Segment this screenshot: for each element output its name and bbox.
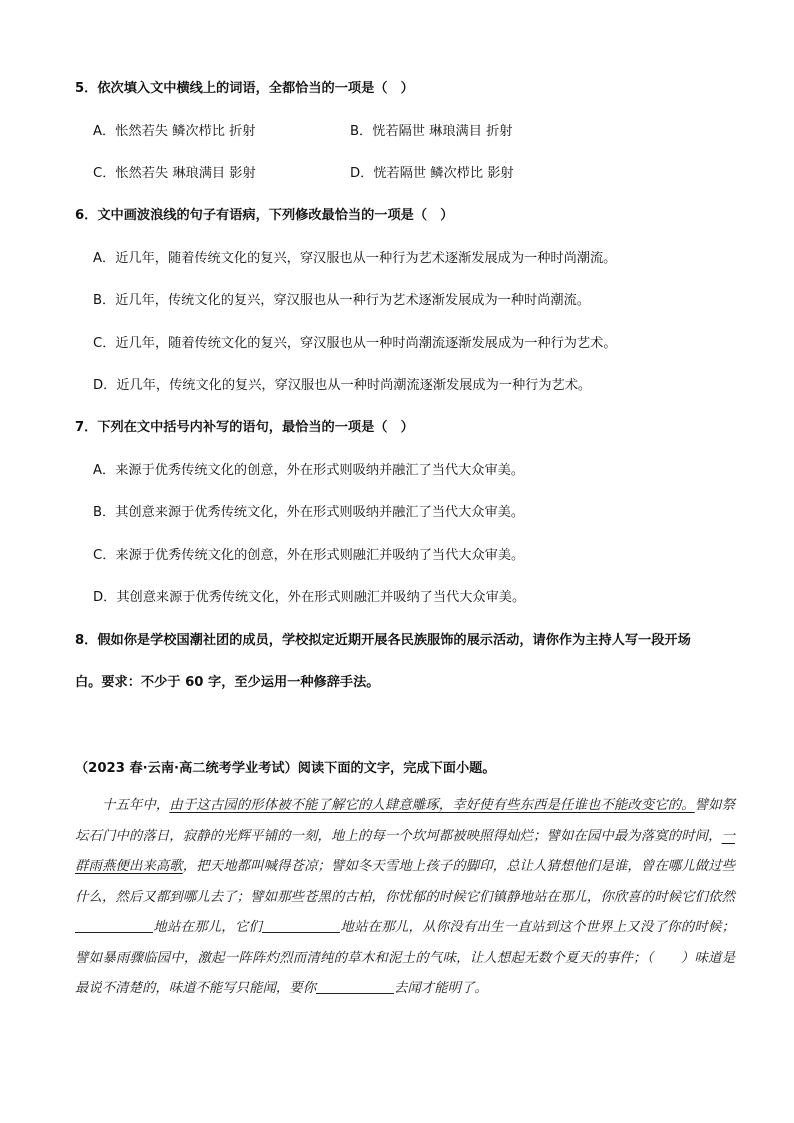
question-8-line-2: 白。要求：不少于 60 字，至少运用一种修辞手法。 <box>75 675 380 690</box>
question-7-option-b: B．其创意来源于优秀传统文化，外在形式则吸纳并融汇了当代大众审美。 <box>93 505 525 520</box>
question-8-line-1: 8．假如你是学校国潮社团的成员，学校拟定近期开展各民族服饰的展示活动，请你作为主持人写一段开场 <box>75 633 691 648</box>
passage-text: 去闻才能明了。 <box>394 981 488 996</box>
question-6-option-b: B．近几年，传统文化的复兴，穿汉服也从一种行为艺术逐渐发展成为一种时尚潮流。 <box>93 293 590 308</box>
passage-text: 地站在那儿，从你没有出生一直站到这个世界上又没了你的时候；譬如暴雨骤临园中，激起一阵阵灼烈而清纯的草木和泥土的气味，让人想起无数个夏天的事件；（ ）味道是最说不清楚的，味道不能写只能闻，要你 <box>75 920 736 996</box>
question-5-option-a: A．怅然若失 鳞次栉比 折射 <box>93 124 256 139</box>
question-6-option-c: C．近几年，随着传统文化的复兴，穿汉服也从一种时尚潮流逐渐发展成为一种行为艺术。 <box>93 336 617 351</box>
fill-blank-2 <box>262 918 340 933</box>
question-7-option-a: A．来源于优秀传统文化的创意，外在形式则吸纳并融汇了当代大众审美。 <box>93 463 525 478</box>
passage-text: 譬如祭坛石门中的落日，寂静的光辉平铺的一刻，地上的每一个坎坷都被映照得灿烂；譬如在园中最为落寞的时间， <box>75 798 736 844</box>
section-source-heading: （2023 春·云南·高二统考学业考试）阅读下面的文字，完成下面小题。 <box>75 761 496 776</box>
question-6-stem: 6．文中画波浪线的句子有语病，下列修改最恰当的一项是（ ） <box>75 208 454 223</box>
passage-underlined-phrase: 一群雨燕便出来高歌 <box>75 828 735 874</box>
fill-blank-3 <box>316 979 394 994</box>
passage-text: 地站在那儿，它们 <box>153 920 263 935</box>
reading-passage <box>75 791 735 1005</box>
passage-text: ，把天地都叫喊得苍凉；譬如冬天雪地上孩子的脚印，总让人猜想他们是谁，曾在哪儿做过些什么，然后又都到哪儿去了；譬如那些苍黑的古柏，你忧郁的时候它们镇静地站在那儿，你欣喜的时候它们依然 <box>75 859 736 905</box>
question-5-option-d: D．恍若隔世 鳞次栉比 影射 <box>350 166 514 181</box>
question-6-option-a: A．近几年，随着传统文化的复兴，穿汉服也从一种行为艺术逐渐发展成为一种时尚潮流。 <box>93 251 617 266</box>
question-7-option-c: C．来源于优秀传统文化的创意，外在形式则融汇并吸纳了当代大众审美。 <box>93 548 525 563</box>
question-7-stem: 7．下列在文中括号内补写的语句，最恰当的一项是（ ） <box>75 420 414 435</box>
passage-text: 十五年中， <box>102 798 170 813</box>
question-5-option-b: B．恍若隔世 琳琅满目 折射 <box>350 124 513 139</box>
question-6-option-d: D．近几年，传统文化的复兴，穿汉服也从一种时尚潮流逐渐发展成为一种行为艺术。 <box>93 378 592 393</box>
question-5-option-c: C．怅然若失 琳琅满目 影射 <box>93 166 256 181</box>
question-7-option-d: D．其创意来源于优秀传统文化，外在形式则融汇并吸纳了当代大众审美。 <box>93 590 526 605</box>
fill-blank-1 <box>75 918 153 933</box>
question-5-stem: 5．依次填入文中横线上的词语，全都恰当的一项是（ ） <box>75 81 414 96</box>
passage-wavy-underline-sentence: 由于这古园的形体被不能了解它的人肆意雕琢，幸好使有些东西是任谁也不能改变它的。 <box>169 798 695 813</box>
